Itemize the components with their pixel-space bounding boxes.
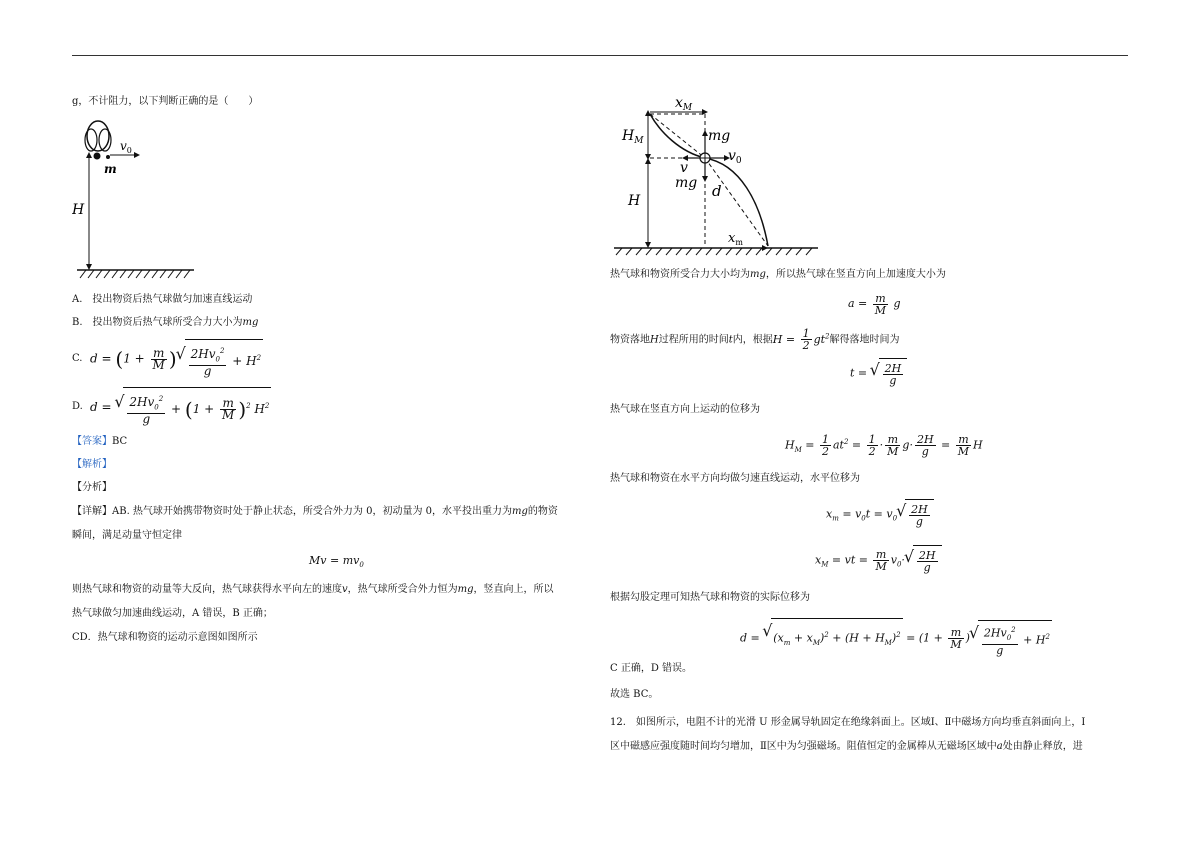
right-para-2: 物资落地H过程所用的时间t内，根据H = $\frac{1}{2}$ $gt^2$解得落地时间为 (610, 327, 900, 353)
fig2-v0-label: $v_0$ (728, 148, 742, 166)
fig2-mg-up-label: mg (708, 128, 731, 144)
eq-xM: $x_M$ = vt = $\frac{m}{M}$ $v_0\cdot$ √ $\frac{2H}{g}$ (815, 545, 942, 580)
fig2-H-label: H (628, 193, 641, 209)
eq-HM: $H_M$ = $\frac{1}{2}$ $at^2$ = $\frac{1}{2}$ · $\frac{m}{M}$ g· $\frac{2H}{g}$ = $\frac{m}{M}$ H (785, 433, 983, 459)
balloon-figure (72, 118, 207, 283)
fenxi-tag: 【分析】 (72, 482, 112, 493)
option-d-label: D. (72, 401, 83, 412)
answer-line: 【答案】BC (72, 436, 128, 447)
eq-xm: $x_m = v_0t = v_0$ √ $\frac{2H}{g}$ (826, 499, 934, 534)
detail-line-4: 热气球做匀加速曲线运动，A 错误，B 正确； (72, 608, 273, 619)
detail-line-5: CD．热气球和物资的运动示意图如图所示 (72, 632, 258, 643)
detail-line-2: 瞬间，满足动量守恒定律 (72, 530, 182, 541)
right-para-6: C 正确，D 错误。 (610, 663, 693, 674)
question-12-line-1: 12. 如图所示，电阻不计的光滑 U 形金属导轨固定在绝缘斜面上。区域Ⅰ、Ⅱ中磁场方向均垂直斜面向上，Ⅰ (610, 717, 1086, 728)
option-c-formula: d = (1 + $\frac{m}{M}$ ) √ $\frac{2Hv_0^2}{g}$ + $H^2$ (90, 339, 263, 379)
eq-d: d = √ $(x_m + x_M)^2 + (H + H_M)^2 = (1$ + $\frac{m}{M}$ ) √ $\frac{2Hv_0^2}{g}$ + $H^2$ (740, 618, 1052, 659)
fig2-HM-label: $H_M$ (622, 128, 644, 146)
fig1-v0-label: $v_0$ (120, 139, 132, 155)
eq-time: t = √ $\frac{2H}{g}$ (850, 358, 907, 389)
fig2-xM-label: $x_M$ (675, 95, 693, 113)
option-d-formula: d = √ $\frac{2Hv_0^2}{g}$ + (1 + $\frac{m}{M}$ )$^2$ $H^2$ (90, 387, 271, 428)
fig2-mg-down-label: mg (675, 175, 698, 191)
motion-figure (610, 92, 825, 262)
right-para-5: 根据勾股定理可知热气球和物资的实际位移为 (610, 592, 810, 603)
fig2-d-label: d (712, 182, 722, 200)
detail-line-1: 【详解】AB. 热气球开始携带物资时处于静止状态，所受合外力为 0，初动量为 0，水平投出重力为mg的物资 (72, 506, 558, 517)
right-para-4: 热气球和物资在水平方向均做匀速直线运动，水平位移为 (610, 473, 860, 484)
option-c-label: C. (72, 353, 83, 364)
fig1-m-label: m (104, 162, 117, 176)
momentum-equation: $Mv = mv_0$ (309, 554, 364, 570)
fig2-xm-label: $x_m$ (728, 231, 743, 247)
right-para-1: 热气球和物资所受合力大小均为mg，所以热气球在竖直方向上加速度大小为 (610, 269, 946, 280)
right-para-3: 热气球在竖直方向上运动的位移为 (610, 404, 760, 415)
detail-line-3: 则热气球和物资的动量等大反向，热气球获得水平向左的速度v，热气球所受合外力恒为mg，竖直向上，所以 (72, 584, 554, 595)
right-para-7: 故选 BC。 (610, 689, 659, 700)
question-12-line-2: 区中磁感应强度随时间均匀增加，Ⅱ区中为匀强磁场。阻值恒定的金属棒从无磁场区域中a处由静止释放，进 (610, 741, 1083, 752)
header-rule (72, 55, 1128, 56)
fig2-v-label: v (680, 160, 688, 176)
option-b: B. 投出物资后热气球所受合力大小为mg (72, 317, 259, 328)
intro-text: g，不计阻力，以下判断正确的是（ ） (72, 96, 259, 107)
eq-acceleration: a = $\frac{m}{M}$ g (848, 291, 901, 317)
analysis-tag: 【解析】 (72, 459, 112, 470)
fig1-H-label: H (72, 202, 85, 218)
option-a: A. 投出物资后热气球做匀加速直线运动 (72, 294, 253, 305)
